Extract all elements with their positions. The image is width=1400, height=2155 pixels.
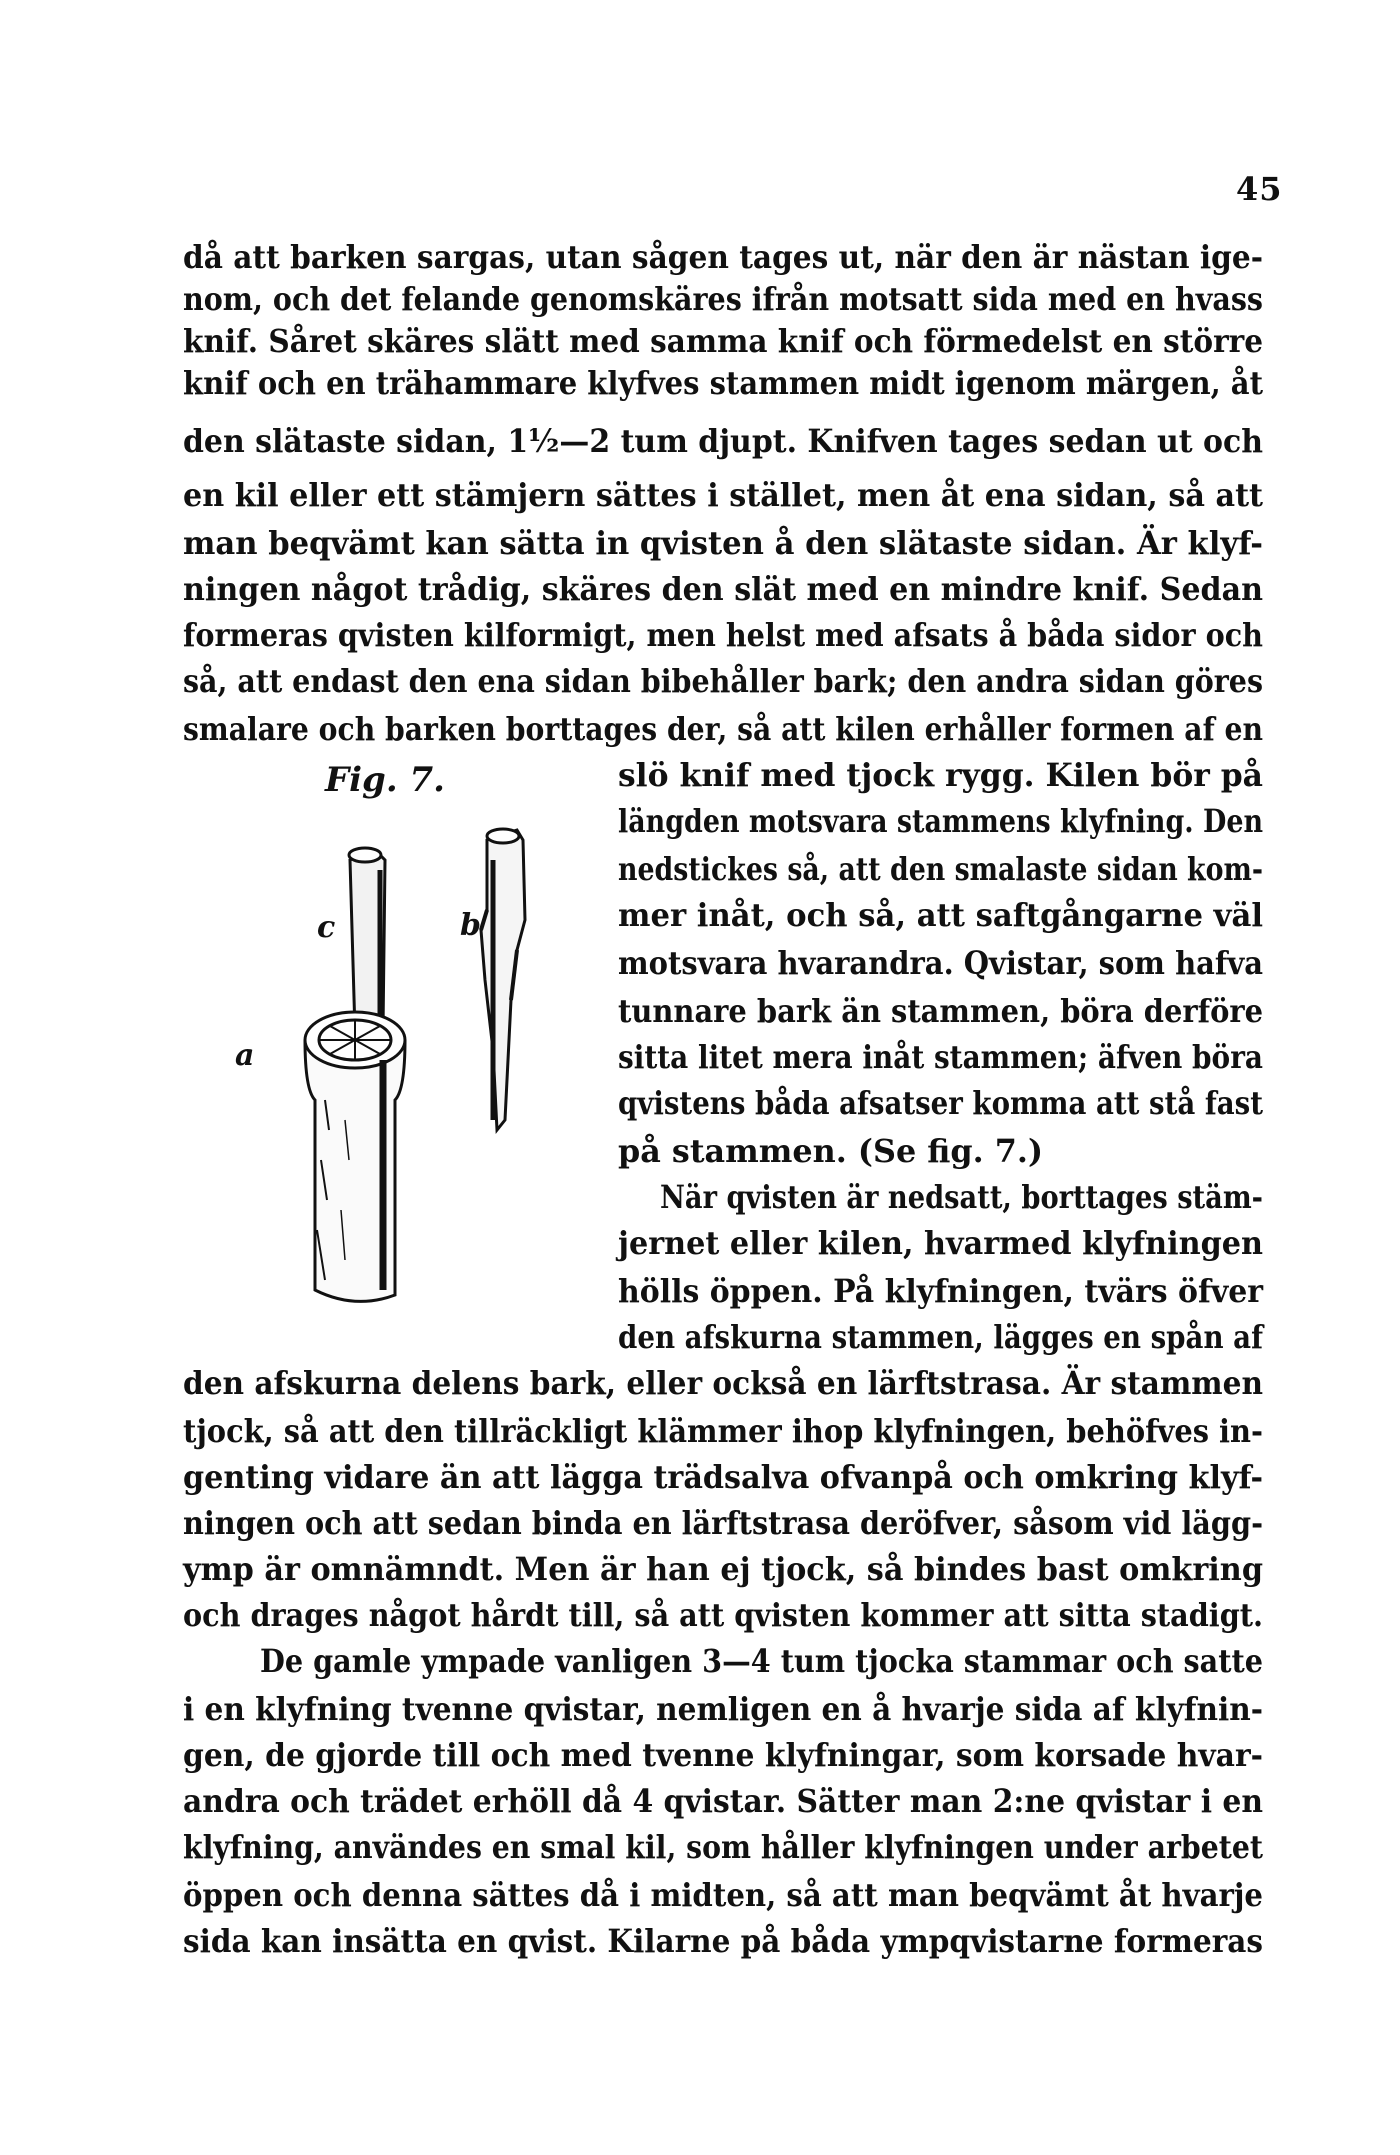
text-line: ningen något trådig, skäres den slät med en mindre knif. Sedan bbox=[183, 570, 1263, 608]
figure-caption: Fig. 7. bbox=[325, 760, 445, 800]
text-line: genting vidare än att lägga trädsalva ofvanpå och omkring klyf- bbox=[183, 1458, 1263, 1496]
text-line: nom, och det felande genomskäres ifrån motsatt sida med en hvass bbox=[183, 280, 1263, 318]
text-line: gen, de gjorde till och med tvenne klyfningar, som korsade hvar- bbox=[183, 1736, 1263, 1774]
text-line: ningen och att sedan binda en lärftstrasa deröfver, såsom vid lägg- bbox=[183, 1504, 1263, 1542]
text-line: hölls öppen. På klyfningen, tvärs öfver bbox=[618, 1272, 1263, 1310]
text-line: motsvara hvarandra. Qvistar, som hafva bbox=[618, 944, 1263, 982]
text-line: När qvisten är nedsatt, borttages stäm- bbox=[660, 1178, 1263, 1216]
text-line: man beqvämt kan sätta in qvisten å den slätaste sidan. Är klyf- bbox=[183, 524, 1263, 562]
text-line: öppen och denna sättes då i midten, så att man beqvämt åt hvarje bbox=[183, 1876, 1263, 1914]
text-line: den afskurna stammen, lägges en spån af bbox=[618, 1318, 1263, 1356]
text-line: sitta litet mera inåt stammen; äfven böra bbox=[618, 1038, 1263, 1076]
text-line: tunnare bark än stammen, böra derföre bbox=[618, 992, 1263, 1030]
text-line: formeras qvisten kilformigt, men helst med afsats å båda sidor och bbox=[183, 616, 1263, 654]
text-line: jernet eller kilen, hvarmed klyfningen bbox=[618, 1224, 1263, 1262]
text-line: De gamle ympade vanligen 3—4 tum tjocka stammar och satte bbox=[260, 1642, 1263, 1680]
text-line: den slätaste sidan, 1½—2 tum djupt. Knifven tages sedan ut och bbox=[183, 422, 1263, 460]
figure-label-c: c bbox=[317, 910, 336, 945]
text-line: i en klyfning tvenne qvistar, nemligen en å hvarje sida af klyfnin- bbox=[183, 1690, 1263, 1728]
text-line: på stammen. (Se fig. 7.) bbox=[618, 1132, 1043, 1170]
text-line: så, att endast den ena sidan bibehåller bark; den andra sidan göres bbox=[183, 662, 1263, 700]
text-line: och drages något hårdt till, så att qvisten kommer att sitta stadigt. bbox=[183, 1596, 1263, 1634]
text-line: tjock, så att den tillräckligt klämmer ihop klyfningen, behöfves in- bbox=[183, 1412, 1263, 1450]
text-line: längden motsvara stammens klyfning. Den bbox=[618, 802, 1263, 840]
figure-7 bbox=[235, 760, 585, 1320]
text-line: den afskurna delens bark, eller också en lärftstrasa. Är stammen bbox=[183, 1364, 1263, 1402]
text-line: qvistens båda afsatser komma att stå fast bbox=[618, 1084, 1263, 1122]
text-line: knif. Såret skäres slätt med samma knif och förmedelst en större bbox=[183, 322, 1263, 360]
figure-label-a: a bbox=[235, 1038, 255, 1073]
text-line: då att barken sargas, utan sågen tages ut, när den är nästan ige- bbox=[183, 238, 1263, 276]
figure-label-b: b bbox=[460, 908, 481, 943]
text-line: ymp är omnämndt. Men är han ej tjock, så bindes bast omkring bbox=[183, 1550, 1263, 1588]
page-number: 45 bbox=[1236, 170, 1283, 208]
text-line: mer inåt, och så, att saftgångarne väl bbox=[618, 896, 1263, 934]
text-line: slö knif med tjock rygg. Kilen bör på bbox=[618, 756, 1263, 794]
text-line: nedstickes så, att den smalaste sidan kom- bbox=[618, 850, 1263, 888]
text-line: sida kan insätta en qvist. Kilarne på båda ympqvistarne formeras bbox=[183, 1922, 1263, 1960]
text-line: knif och en trähammare klyfves stammen midt igenom märgen, åt bbox=[183, 364, 1263, 402]
text-line: klyfning, användes en smal kil, som håller klyfningen under arbetet bbox=[183, 1828, 1263, 1866]
text-line: andra och trädet erhöll då 4 qvistar. Sätter man 2:ne qvistar i en bbox=[183, 1782, 1263, 1820]
text-line: smalare och barken borttages der, så att kilen erhåller formen af en bbox=[183, 710, 1263, 748]
text-line: en kil eller ett stämjern sättes i stället, men åt ena sidan, så att bbox=[183, 476, 1263, 514]
grafting-illustration bbox=[255, 800, 585, 1320]
